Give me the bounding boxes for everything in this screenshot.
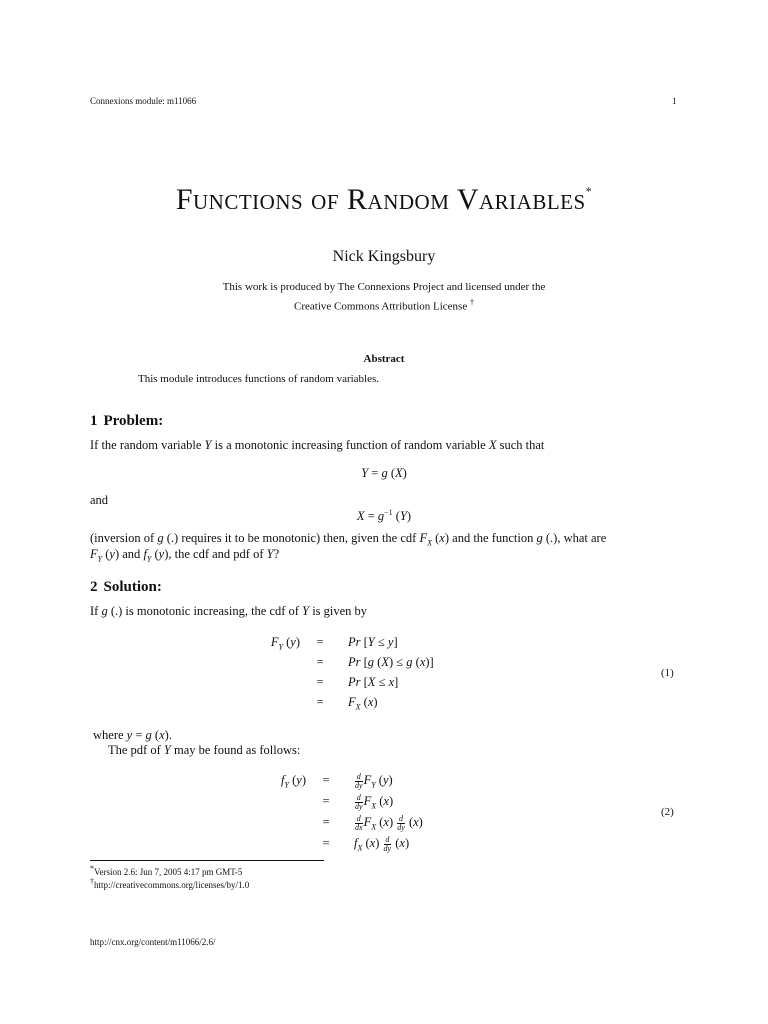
text-run: is given by [309,604,368,618]
equation-x-equals-g-inverse-y: $X = g^{-1}$ (Y) [356,508,412,524]
section-1-heading [90,413,163,430]
text-run: If [90,604,102,618]
equation-2-number: (2) [661,806,674,818]
running-head: Connexions module: m11066 [90,96,197,106]
footnote-2-link[interactable]: http://creativecommons.org/licenses/by/1.0 [94,880,250,890]
footnote-1 [90,864,242,877]
section-2-number: 2 [90,579,98,595]
footnote-1-text: Version 2.6: Jun 7, 2005 4:17 pm GMT-5 [94,867,243,877]
equation-y-equals-g-x: Y = g (X) [361,466,407,480]
title-footnote-marker: * [585,184,593,198]
section-2-paragraph-1: If g (.) is monotonic increasing, the cdf of Y is given by [90,604,368,618]
text-run: requires it to be monotonic) then, given the cdf [178,531,420,545]
equation-2-row-1: $f_Y$ (y) = $\frac{d}{dy}$ $F_Y$ (y) [281,771,393,790]
page-title [0,183,768,217]
text-run: The pdf of [108,743,164,757]
text-run: where [93,728,127,742]
section-1-number: 1 [90,413,98,429]
footnote-2 [90,877,249,890]
text-run: such that [496,438,545,452]
footnote-2-marker: † [90,877,94,886]
text-run: , what are [557,531,607,545]
footer-url[interactable]: http://cnx.org/content/m11066/2.6/ [90,937,216,947]
equation-2-row-3: = $\frac{d}{dx}$ $F_X$ (x) $\frac{d}{dy}$ (x) [322,813,423,832]
text-run: (inversion of [90,531,158,545]
pdf-intro: The pdf of Y may be found as follows: [108,743,301,757]
text-run: is a monotonic increasing function of random variable [211,438,489,452]
title-text: Functions of Random Variables [175,183,586,216]
license-notice [0,280,768,315]
text-run: , the cdf and pdf of [168,547,267,561]
text-run: and [119,547,144,561]
section-2-title: Solution: [103,579,162,595]
section-1-paragraph-2: (inversion of g (.) requires it to be monotonic) then, given the cdf $F_X$ (x) and the function g (.), what are [90,531,607,548]
equation-1 [240,632,540,712]
license-line-1: This work is produced by The Connexions Project and licensed under the [222,281,546,293]
equation-2-row-2: = $\frac{d}{dy}$ $F_X$ (x) [322,792,394,811]
author-name: Nick Kingsbury [332,248,436,265]
equation-2-row-4: = $f_X$ (x) $\frac{d}{dy}$ (x) [322,834,410,853]
text-run: may be found as follows: [170,743,301,757]
where-clause: where y = g (x). [93,728,172,742]
equation-1-row-4: = $F_X$ (x) [316,695,378,712]
license-line-2 [0,295,768,315]
license-line-2-text: Creative Commons Attribution License [294,300,468,313]
section-1-paragraph-3: $F_Y$ (y) and $f_Y$ (y), the cdf and pdf of Y? [90,547,280,564]
text-run: and the function [449,531,537,545]
equation-1-number: (1) [661,667,674,679]
math-X: X [488,438,497,452]
license-footnote-marker: † [469,298,474,307]
abstract-heading: Abstract [363,353,405,365]
text-run: is monotonic increasing, the cdf of [122,604,303,618]
section-1-paragraph-1 [90,437,544,453]
section-1-title: Problem: [103,413,164,429]
math-Y: Y [204,438,212,452]
footnote-divider [90,860,324,861]
equation-1-row-3: = Pr [X ≤ x] [316,675,399,689]
equation-1-row-2: = Pr [g (X) ≤ g (x)] [316,655,434,669]
text-run: . [168,728,172,742]
abstract-text: This module introduces functions of random variables. [138,373,380,385]
equation-2 [246,770,546,854]
and-text: and [90,493,109,507]
section-2-heading [90,579,162,596]
page-number: 1 [672,96,677,106]
footnote-1-marker: * [90,864,94,873]
text-run: If the random variable [90,438,205,452]
equation-1-row-1: $F_Y$ (y) = Pr [Y ≤ y] [270,635,398,652]
text-run: ? [273,547,280,561]
